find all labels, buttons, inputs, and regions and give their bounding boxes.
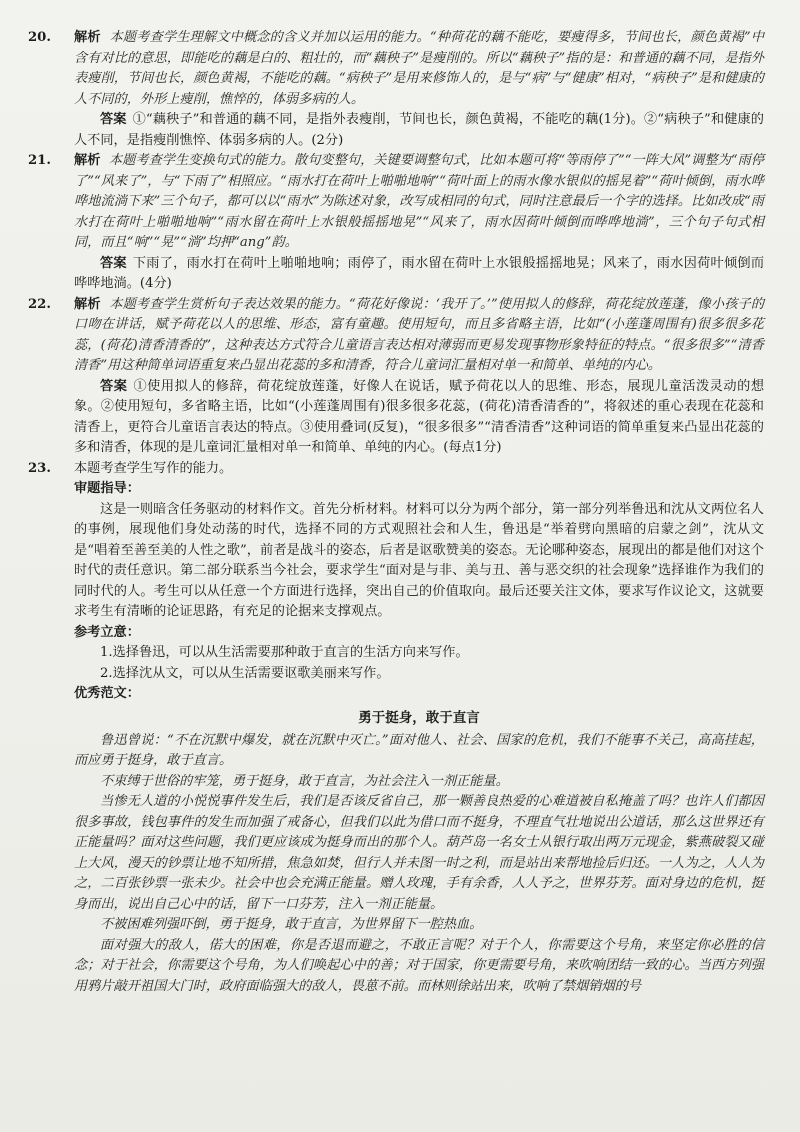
q23-intro-text: 本题考查学生写作的能力。 bbox=[74, 460, 233, 476]
q22-analysis-text: 本题考查学生赏析句子表达效果的能力。“荷花好像说：‘我开了。’”使用拟人的修辞，荷花绽放莲蓬，像小孩子的口吻在讲话，赋予荷花以人的思维、形态，富有童趣。使用短句，而且多省略主语，比如“(小莲蓬周围有)很多很多花蕊，(荷花)清香清香的”，这种表达方式符合儿童语言表达相对薄弱而更易发现事物形象特征的特点。“很多很多”“清香清香”用这种简单词语重复来凸显出花蕊的多和清香，符合儿童词汇量相对单一和简单、单纯的内心。 bbox=[74, 296, 765, 373]
q22-answer bbox=[74, 377, 764, 459]
q22-analysis bbox=[28, 295, 765, 377]
q22-analysis-label: 解析 bbox=[74, 296, 101, 312]
essay-paragraph-2: 不束缚于世俗的牢笼，勇于挺身，敢于直言，为社会注入一剂正能量。 bbox=[100, 773, 509, 789]
q21-answer-label: 答案 bbox=[100, 255, 127, 271]
q21-analysis-label: 解析 bbox=[74, 153, 101, 168]
essay-paragraph-1: 鲁迅曾说：“不在沉默中爆发，就在沉默中灭亡。”面对他人、社会、国家的危机，我们不能事不关己，高高挂起，而应勇于挺身，敢于直言。 bbox=[74, 732, 764, 768]
q21-number: 21. bbox=[28, 153, 51, 168]
essay-paragraph-5: 面对强大的敌人，偌大的困难，你是否退而避之，不敢正言呢？对于个人，你需要这个号角，来坚定你必胜的信念；对于社会，你需要这个号角，为人们唤起心中的善；对于国家，你更需要号角，来吹响团结一致的心。当西方列强用鸦片敲开祖国大门时，政府面临强大的敌人，畏葸不前。而林则徐站出来，吹响了禁烟销烟的号 bbox=[74, 937, 764, 994]
q20-number: 20. bbox=[28, 30, 51, 45]
q20-answer-label: 答案 bbox=[100, 112, 127, 127]
question-20 bbox=[28, 28, 765, 151]
q20-answer bbox=[74, 110, 764, 151]
q23-guide-text: 这是一则暗含任务驱动的材料作文。首先分析材料。材料可以分为两个部分，第一部分列举鲁迅和沈从文两位名人的事例，展现他们身处动荡的时代，选择不同的方式观照社会和人生，鲁迅是“举着劈向黑暗的启蒙之剑”，沈从文是“唱着至善至美的人性之歌”，前者是战斗的姿态，后者是讴歌赞美的姿态。无论哪种姿态，展现出的都是他们对这个时代的责任意识。第二部分联系当今社会，要求学生“面对是与非、美与丑、善与恶交织的社会现象”选择谁作为我们的同时代的人。考生可以从任意一个方面进行选择，突出自己的价值取向。最后还要关注文体，要求写作议论文，这就要求考生有清晰的论证思路，有充足的论据来支撑观点。 bbox=[74, 501, 764, 619]
essay-paragraph-4: 不被困难列强吓倒，勇于挺身，敢于直言，为世界留下一腔热血。 bbox=[100, 917, 483, 932]
question-21 bbox=[28, 151, 765, 295]
q20-analysis-label: 解析 bbox=[74, 30, 101, 45]
essay-paragraph-3: 当惨无人道的小悦悦事件发生后，我们是否该反省自己，那一颗善良热爱的心难道被自私掩盖了吗？也许人们都因很多事故，钱包事件的发生而加强了戒备心，但我们以此为借口而不挺身，不理直气壮地说出公道话，那么这世界还有正能量吗？面对这些问题，我们更应该成为挺身而出的那个人。葫芦岛一名女士从银行取出两万元现金，紫燕破裂又碰上大风，漫天的钞票让地不知所措，焦急如焚，但行人并未图一时之利，而是站出来帮地捡后归还。一人为之，人人为之，二百张钞票一张未少。社会中也会充满正能量。赠人玫瑰，手有余香，人人予之，世界芬芳。面对身边的危机，挺身而出，说出自己心中的话，留下一口芬芳，注入一剂正能量。 bbox=[74, 794, 764, 912]
q20-analysis-text: 本题考查学生理解文中概念的含义并加以运用的能力。“种荷花的藕不能吃，要瘦得多，节间也长，颜色黄褐”中含有对比的意思，即能吃的藕是白的、粗壮的，而“藕秧子”是瘦削的。所以“藕秧子”指的是：和普通的藕不同，是指外表瘦削，节间也长，颜色黄褐，不能吃的藕。“病秧子”是用来修饰人的，是与“病”与“健康”相对，“病秧子”是和健康的人不同的，外形上瘦削，憔悴的，体弱多病的人。 bbox=[74, 30, 765, 107]
q22-number: 22. bbox=[28, 296, 51, 312]
q20-answer-text: ①“藕秧子”和普通的藕不同，是指外表瘦削，节间也长，颜色黄褐，不能吃的藕(1分)。②“病秧子”和健康的人不同，是指瘦削憔悴、体弱多病的人。(2分) bbox=[74, 112, 764, 148]
q23-reference-label: 参考立意： bbox=[74, 624, 140, 640]
q21-answer bbox=[74, 254, 764, 295]
question-22 bbox=[28, 295, 765, 459]
q20-analysis bbox=[28, 28, 765, 110]
q21-answer-text: 下雨了，雨水打在荷叶上啪啪地响；雨停了，雨水留在荷叶上水银般摇摇地晃；风来了，雨水因荷叶倾倒而哗哗地淌。(4分) bbox=[74, 255, 765, 291]
q23-intro bbox=[28, 459, 764, 480]
q22-answer-text: ①使用拟人的修辞，荷花绽放莲蓬，好像人在说话，赋予荷花以人的思维、形态，展现儿童活泼灵动的想象。②使用短句，多省略主语，比如“(小莲蓬周围有)很多很多花蕊，(荷花)清香清香的”，将叙述的重心表现在花蕊和清香上，更符合儿童语言表达的特点。③使用叠词(反复)，“很多很多”“清香清香”这种词语的简单重复来凸显出花蕊的多和清香，体现的是儿童词汇量相对单一和简单、单纯的内心。(每点1分) bbox=[74, 378, 765, 455]
q21-analysis bbox=[28, 151, 765, 254]
q23-number: 23. bbox=[28, 460, 51, 476]
q23-reference-1: 1.选择鲁迅，可以从生活需要那种敢于直言的生活方向来写作。 bbox=[100, 645, 469, 660]
q21-analysis-text: 本题考查学生变换句式的能力。散句变整句，关键要调整句式，比如本题可将“等雨停了”“一阵大风”调整为“雨停了”“风来了”，与“下雨了”相照应。“雨水打在荷叶上啪啪地响”“荷叶面上的雨水像水银似的摇晃着”“荷叶倾倒，雨水哗哗地流淌下来”三个句子，都可以以“雨水”为陈述对象，改写成相同的句式，同时注意最后一个字的选择。比如改成“雨水打在荷叶上啪啪地响”“雨水留在荷叶上水银般摇摇地晃”“风来了，雨水因荷叶倾倒而哗哗地淌”，三个句子句式相同，而且“响”“晃”“淌”均押“ang”韵。 bbox=[74, 153, 765, 250]
q23-sample-label: 优秀范文： bbox=[74, 686, 140, 701]
q22-answer-label: 答案 bbox=[100, 378, 128, 394]
q23-guide-label: 审题指导： bbox=[74, 481, 140, 496]
question-23 bbox=[28, 459, 764, 998]
essay-title: 勇于挺身，敢于直言 bbox=[358, 709, 480, 726]
q23-reference-2: 2.选择沈从文，可以从生活需要讴歌美丽来写作。 bbox=[100, 665, 390, 681]
